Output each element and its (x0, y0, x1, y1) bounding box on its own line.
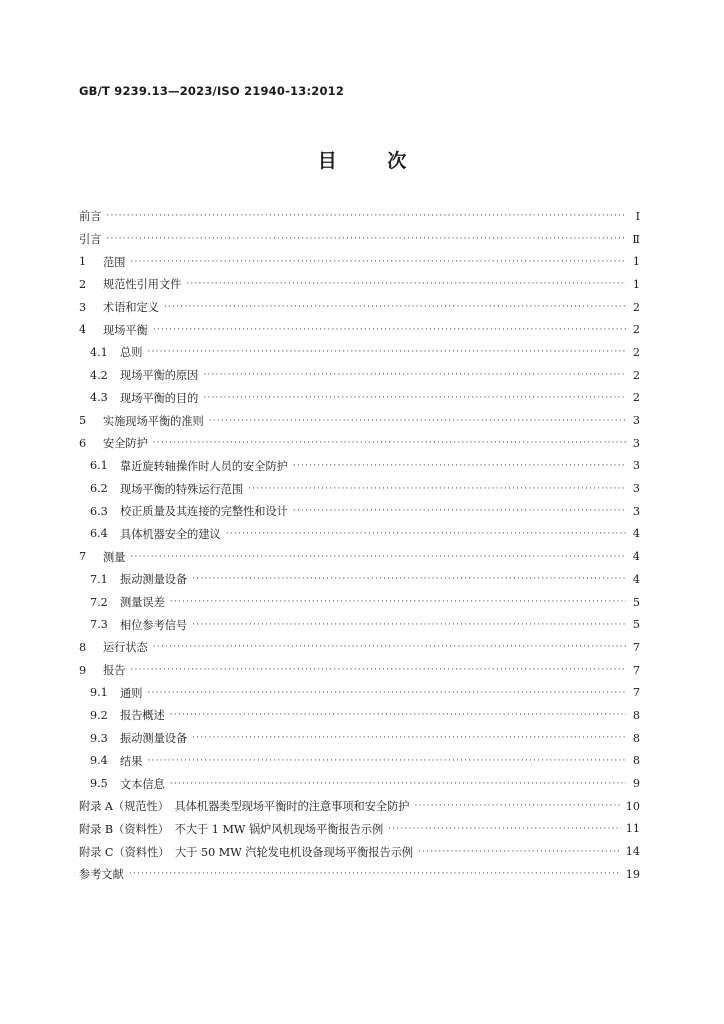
toc-entry-number: 6.2 (90, 482, 108, 496)
toc-entry-title: 具体机器安全的建议 (120, 527, 221, 541)
toc-entry-title: 运行状态 (103, 641, 148, 655)
toc-entry-title: 现场平衡 (103, 323, 148, 337)
toc-entry[interactable] (79, 795, 640, 818)
toc-entry[interactable] (79, 704, 640, 727)
toc-entry[interactable] (79, 432, 640, 455)
toc-entry-page: Ⅰ (635, 209, 640, 223)
dot-leader (153, 642, 626, 652)
document-header: GB/T 9239.13—2023/ISO 21940-13:2012 (79, 84, 345, 98)
toc-entry-page: 9 (632, 777, 640, 791)
toc-entry-title: 振动测量设备 (120, 573, 188, 587)
toc-entry-page: Ⅱ (632, 232, 640, 246)
toc-entry-page: 2 (632, 323, 640, 337)
dot-leader (147, 688, 626, 698)
dot-leader (130, 257, 626, 267)
toc-entry-page: 2 (632, 345, 640, 359)
toc-entry-title: 安全防护 (103, 437, 148, 451)
toc-entry-page: 8 (632, 708, 640, 722)
toc-entry[interactable] (79, 523, 640, 546)
toc-entry[interactable] (79, 228, 640, 251)
toc-entry-title: 靠近旋转轴操作时人员的安全防护 (120, 459, 288, 473)
toc-entry-number: 5 (79, 414, 87, 428)
dot-leader (106, 211, 626, 221)
toc-entry-title: 报告 (103, 664, 126, 678)
toc-entry-title: 测量误差 (120, 596, 165, 610)
toc-entry-number: 9.3 (90, 731, 108, 745)
toc-entry-page: 2 (632, 368, 640, 382)
toc-entry-page: 3 (632, 436, 640, 450)
toc-entry-page: 4 (632, 550, 640, 564)
toc-entry-title: 现场平衡的特殊运行范围 (120, 482, 244, 496)
toc-entry[interactable] (79, 681, 640, 704)
toc-entry[interactable] (79, 863, 640, 886)
toc-entry[interactable] (79, 296, 640, 319)
dot-leader (170, 597, 626, 607)
toc-entry-title: 附录 C（资料性） 大于 50 MW 汽轮发电机设备现场平衡报告示例 (79, 845, 414, 859)
dot-leader (130, 665, 626, 675)
toc-entry-number: 4.3 (90, 391, 108, 405)
toc-entry-page: 1 (632, 277, 640, 291)
toc-entry[interactable] (79, 636, 640, 659)
toc-entry-title: 术语和定义 (103, 301, 159, 315)
toc-entry-page: 10 (625, 799, 640, 813)
dot-leader (192, 733, 626, 743)
toc-entry-number: 6 (79, 436, 87, 450)
dot-leader (192, 574, 626, 584)
toc-entry-title: 前言 (79, 210, 102, 224)
toc-entry-title: 结果 (120, 754, 143, 768)
toc-entry-number: 9 (79, 663, 87, 677)
dot-leader (153, 325, 626, 335)
toc-entry-title: 规范性引用文件 (103, 278, 182, 292)
dot-leader (130, 552, 626, 562)
toc-entry-number: 9.1 (90, 686, 108, 700)
dot-leader (203, 370, 626, 380)
toc-entry-title: 附录 A（规范性） 具体机器类型现场平衡时的注意事项和安全防护 (79, 800, 410, 814)
toc-entry-title: 参考文献 (79, 868, 124, 882)
toc-entry[interactable] (79, 591, 640, 614)
dot-leader (388, 824, 621, 834)
toc-entry-page: 14 (625, 845, 640, 859)
toc-entry[interactable] (79, 205, 640, 228)
toc-entry[interactable] (79, 750, 640, 773)
toc-entry-page: 7 (632, 663, 640, 677)
toc-entry-number: 1 (79, 255, 87, 269)
toc-entry[interactable] (79, 818, 640, 841)
dot-leader (192, 620, 626, 630)
dot-leader (293, 461, 626, 471)
toc-entry-page: 8 (632, 754, 640, 768)
toc-entry-page: 7 (632, 686, 640, 700)
toc-entry[interactable] (79, 568, 640, 591)
toc-entry-title: 相位参考信号 (120, 618, 188, 632)
toc-entry-page: 3 (632, 459, 640, 473)
toc-entry-title: 测量 (103, 550, 126, 564)
toc-entry-title: 校正质量及其连接的完整性和设计 (120, 505, 288, 519)
dot-leader (170, 779, 626, 789)
toc-entry-page: 11 (625, 822, 640, 836)
toc-entry-title: 范围 (103, 255, 126, 269)
toc-entry-number: 3 (79, 300, 87, 314)
toc-entry-page: 7 (632, 640, 640, 654)
dot-leader (147, 756, 626, 766)
dot-leader (129, 869, 621, 879)
dot-leader (203, 393, 626, 403)
toc-entry-number: 4 (79, 323, 87, 337)
toc-entry-page: 3 (632, 504, 640, 518)
toc-entry-number: 7.2 (90, 595, 108, 609)
toc-entry-title: 振动测量设备 (120, 732, 188, 746)
dot-leader (293, 506, 626, 516)
toc-entry-number: 6.4 (90, 527, 108, 541)
toc-entry-page: 3 (632, 414, 640, 428)
toc-entry-page: 2 (632, 300, 640, 314)
toc-entry-title: 现场平衡的目的 (120, 391, 199, 405)
toc-entry[interactable] (79, 409, 640, 432)
toc-entry[interactable] (79, 477, 640, 500)
toc-entry-title: 实施现场平衡的准则 (103, 414, 204, 428)
dot-leader (414, 801, 620, 811)
toc-entry-page: 5 (632, 618, 640, 632)
dot-leader (106, 234, 626, 244)
toc-entry[interactable] (79, 840, 640, 863)
toc-entry-title: 总则 (120, 346, 143, 360)
toc-entry-number: 7 (79, 550, 87, 564)
toc-entry-number: 4.2 (90, 368, 108, 382)
toc-entry[interactable] (79, 341, 640, 364)
toc-entry-title: 文本信息 (120, 777, 165, 791)
toc-entry[interactable] (79, 250, 640, 273)
toc-entry[interactable] (79, 545, 640, 568)
toc-entry-page: 5 (632, 595, 640, 609)
toc-entry[interactable] (79, 455, 640, 478)
dot-leader (186, 279, 626, 289)
toc-entry-number: 2 (79, 277, 87, 291)
toc-entry-number: 6.1 (90, 459, 108, 473)
toc-entry-number: 9.5 (90, 777, 108, 791)
toc-entry[interactable] (79, 659, 640, 682)
toc-entry[interactable] (79, 318, 640, 341)
toc-entry-number: 7.3 (90, 618, 108, 632)
toc-entry-title: 通则 (120, 686, 143, 700)
toc-entry-number: 9.2 (90, 708, 108, 722)
toc-entry-number: 4.1 (90, 345, 108, 359)
dot-leader (226, 529, 626, 539)
toc-entry-page: 2 (632, 391, 640, 405)
toc-entry-number: 9.4 (90, 754, 108, 768)
dot-leader (248, 484, 626, 494)
toc-entry-page: 4 (632, 572, 640, 586)
toc-entry-page: 4 (632, 527, 640, 541)
toc-entry-title: 报告概述 (120, 709, 165, 723)
toc-entry-page: 8 (632, 731, 640, 745)
page-title: 目 次 (317, 150, 429, 172)
dot-leader (147, 347, 626, 357)
dot-leader (170, 710, 626, 720)
toc-entry-number: 6.3 (90, 504, 108, 518)
dot-leader (153, 438, 626, 448)
toc-entry-number: 8 (79, 640, 87, 654)
toc-entry[interactable] (79, 772, 640, 795)
toc-entry[interactable] (79, 613, 640, 636)
toc-entry-page: 3 (632, 482, 640, 496)
toc-entry[interactable] (79, 727, 640, 750)
toc-entry[interactable] (79, 387, 640, 410)
dot-leader (418, 847, 621, 857)
toc-entry-title: 附录 B（资料性） 不大于 1 MW 锅炉风机现场平衡报告示例 (79, 822, 384, 836)
table-of-contents (79, 205, 640, 886)
dot-leader (209, 416, 626, 426)
toc-entry-title: 引言 (79, 233, 102, 247)
toc-entry-number: 7.1 (90, 572, 108, 586)
toc-entry[interactable] (79, 500, 640, 523)
toc-entry-page: 1 (632, 255, 640, 269)
dot-leader (164, 302, 626, 312)
toc-entry-page: 19 (625, 867, 640, 881)
toc-entry-title: 现场平衡的原因 (120, 369, 199, 383)
toc-entry[interactable] (79, 273, 640, 296)
toc-entry[interactable] (79, 364, 640, 387)
